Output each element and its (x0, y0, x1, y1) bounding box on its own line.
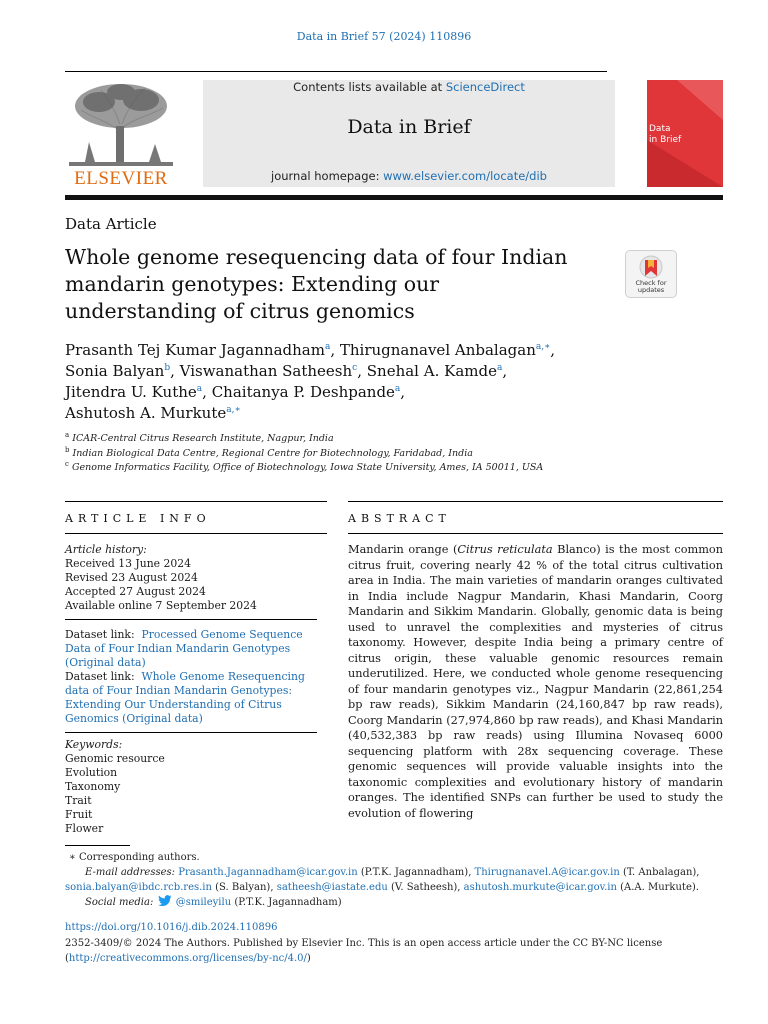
social-handle[interactable]: @smileyilu (175, 897, 232, 908)
cover-title-line2: in Brief (649, 135, 682, 145)
contents-prefix: Contents lists available at (293, 80, 446, 94)
tree-icon (65, 80, 177, 168)
header-thick-rule (65, 195, 723, 200)
author-affiliation-mark[interactable]: a (496, 363, 503, 373)
author-affiliation-mark[interactable]: a (324, 342, 331, 352)
homepage-link[interactable]: www.elsevier.com/locate/dib (383, 169, 547, 183)
affiliation-text: Genome Informatics Facility, Office of Biotechnology, Iowa State University, Ames, IA 50011, USA (71, 462, 544, 473)
license-paren: ) (306, 953, 311, 964)
article-title: Whole genome resequencing data of four Indian mandarin genotypes: Extending our understanding of citrus genomics (65, 245, 568, 323)
affiliation-mark: c (65, 459, 69, 468)
email-owner: (S. Balyan), (211, 882, 277, 893)
article-info-rule (65, 533, 327, 534)
species-name: Citrus reticulata (457, 543, 553, 556)
author-separator: , (400, 383, 406, 401)
email-owner: (T. Anbalagan), (619, 867, 700, 878)
keyword: Genomic resource (65, 752, 165, 765)
abstract-rule (348, 533, 723, 534)
journal-cover[interactable] (637, 80, 723, 187)
dataset-link[interactable]: Whole Genome Resequencing data of Four Indian Mandarin Genotypes: Extending Our Understanding of Citrus Genomics (Original data) (65, 670, 305, 725)
author[interactable]: Thirugnanavel Anbalagan (339, 341, 536, 359)
license (65, 936, 725, 966)
abstract-body (348, 542, 723, 821)
article-info-top-rule (65, 501, 327, 502)
author-separator: , (330, 341, 340, 359)
article-info-heading: ARTICLE INFO (65, 512, 211, 525)
dataset-link[interactable]: Processed Genome Sequence Data of Four Indian Mandarin Genotypes (Original data) (65, 628, 303, 669)
email-owner: (A.A. Murkute). (616, 882, 699, 893)
affiliation-mark: a (65, 430, 70, 439)
sciencedirect-link[interactable]: ScienceDirect (445, 80, 525, 94)
publisher-name: ELSEVIER (74, 168, 168, 189)
header-rule (65, 71, 607, 72)
check-for-updates-label: Check for updates (635, 279, 667, 294)
email-link[interactable]: sonia.balyan@ibdc.rcb.res.in (65, 882, 212, 893)
affiliation (65, 447, 725, 462)
affiliation (65, 461, 725, 476)
divider (65, 619, 317, 620)
affiliation (65, 432, 725, 447)
keywords-title: Keywords: (65, 738, 123, 751)
history-item: Received 13 June 2024 (65, 557, 191, 570)
license-text: 2352-3409/© 2024 The Authors. Published by Elsevier Inc. This is an open access article under the CC BY-NC license (65, 938, 663, 949)
abstract-top-rule (348, 501, 723, 502)
author[interactable]: Ashutosh A. Murkute (65, 404, 227, 422)
keyword: Evolution (65, 766, 118, 779)
abstract-text: Blanco) is the most common citrus fruit, covering nearly 42 % of the total citrus cultivation area in India. The main varieties of mandarin oranges cultivated in India include Nagpur Mandarin, Khasi Mandarin, Coorg Mandarin and Sikkim Mandarin. Globally, genomic data is being used to unravel the complexities and mysteries of citrus taxonomy. However, despite India being a primary centre of citrus origin, these valuable genomic resources remain underutilized. Here, we conducted whole genome resequencing of four mandarin genotypes viz., Nagpur Mandarin (22,861,254 bp raw reads), Sikkim Mandarin (24,160,847 bp raw reads), Coorg Mandarin (27,974,860 bp raw reads), and Khasi Mandarin (40,532,383 bp raw reads) using Illumina Novaseq 6000 sequencing platform with 28x sequencing coverage. These genomic sequences will provide valuable insights into the taxonomic complexities and evolutionary history of mandarin oranges. The identified SNPs can further be used to study the evolution of flowering (348, 543, 724, 820)
cover-title-line1: Data (649, 124, 671, 134)
email-link[interactable]: satheesh@iastate.edu (276, 882, 388, 893)
author-separator: , (502, 362, 508, 380)
author-separator: , (170, 362, 180, 380)
journal-citation[interactable]: Data in Brief 57 (2024) 110896 (296, 30, 472, 43)
email-owner: (V. Satheesh), (387, 882, 464, 893)
email-link[interactable]: Thirugnanavel.A@icar.gov.in (474, 867, 620, 878)
author-affiliation-mark[interactable]: a (196, 384, 203, 394)
history-title: Article history: (65, 543, 147, 556)
email-link[interactable]: Prasanth.Jagannadham@icar.gov.in (178, 867, 358, 878)
dataset-link-2 (65, 670, 317, 726)
twitter-icon[interactable] (157, 895, 173, 907)
footnote-rule (65, 845, 130, 846)
abstract-heading: ABSTRACT (348, 512, 451, 525)
journal-name: Data in Brief (347, 116, 471, 138)
history-item: Revised 23 August 2024 (65, 571, 198, 584)
author[interactable]: Viswanathan Satheesh (179, 362, 353, 380)
elsevier-logo (65, 80, 177, 190)
check-for-updates-button[interactable] (625, 250, 677, 298)
author[interactable]: Prasanth Tej Kumar Jagannadham (65, 341, 325, 359)
dataset-label: Dataset link: (65, 628, 135, 641)
footnotes (65, 850, 725, 910)
homepage-line (203, 169, 615, 183)
affiliation-text: Indian Biological Data Centre, Regional Centre for Biotechnology, Faridabad, India (72, 447, 473, 459)
social-label: Social media: (85, 897, 154, 908)
license-paren: ( (65, 953, 69, 964)
author-affiliation-mark[interactable]: a (394, 384, 401, 394)
dataset-link-1 (65, 628, 317, 670)
author-separator: , (202, 383, 212, 401)
homepage-prefix: journal homepage: (271, 169, 384, 183)
social-line (65, 895, 725, 910)
doi-link[interactable]: https://doi.org/10.1016/j.dib.2024.110896 (65, 922, 278, 933)
keyword: Taxonomy (65, 780, 121, 793)
email-owner: (P.T.K. Jagannadham), (357, 867, 475, 878)
author-affiliation-mark[interactable]: b (164, 363, 171, 373)
email-label: E-mail addresses: (85, 867, 176, 878)
keyword: Fruit (65, 808, 93, 821)
divider (65, 732, 317, 733)
author-affiliation-mark[interactable]: c (352, 363, 358, 373)
author[interactable]: Chaitanya P. Deshpande (211, 383, 395, 401)
email-line (65, 880, 725, 895)
author-affiliation-mark[interactable]: a,∗ (226, 405, 241, 415)
keyword: Trait (65, 794, 92, 807)
license-link[interactable]: http://creativecommons.org/licenses/by-nc/4.0/ (68, 953, 307, 964)
author-separator: , (550, 341, 555, 359)
corresponding-note: ∗ Corresponding authors. (69, 852, 200, 863)
dataset-label: Dataset link: (65, 670, 135, 683)
affiliation-mark: b (65, 445, 70, 454)
author-separator: , (357, 362, 367, 380)
affiliations (65, 432, 725, 476)
affiliation-text: ICAR-Central Citrus Research Institute, Nagpur, India (72, 433, 334, 444)
author[interactable]: Snehal A. Kamde (366, 362, 497, 380)
history-item: Accepted 27 August 2024 (65, 585, 206, 598)
contents-line (203, 80, 615, 94)
email-link[interactable]: ashutosh.murkute@icar.gov.in (463, 882, 617, 893)
email-line (65, 865, 725, 880)
keyword: Flower (65, 822, 104, 835)
author[interactable]: Jitendra U. Kuthe (65, 383, 197, 401)
article-type: Data Article (65, 215, 157, 233)
article-info (65, 543, 317, 836)
journal-banner (203, 80, 615, 187)
author-affiliation-mark[interactable]: a,∗ (535, 342, 551, 352)
author-list (65, 340, 705, 424)
author[interactable]: Sonia Balyan (65, 362, 165, 380)
social-owner: (P.T.K. Jagannadham) (231, 897, 342, 908)
abstract-text: Mandarin orange ( (348, 543, 458, 556)
history-item: Available online 7 September 2024 (65, 599, 257, 612)
